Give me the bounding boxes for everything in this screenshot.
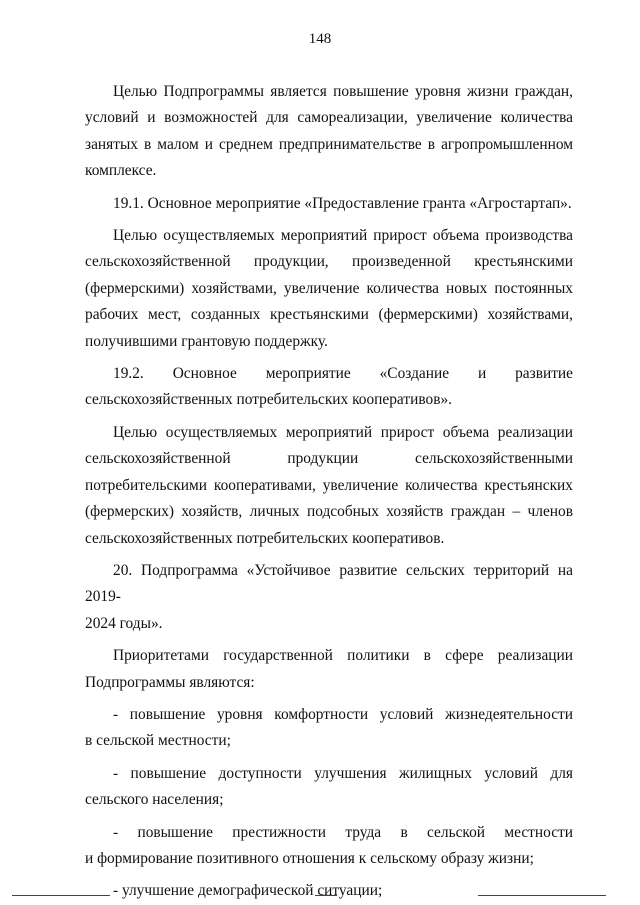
text-line: получившими грантовую поддержку. (85, 332, 328, 350)
text-line: 19.2. Основное мероприятие «Создание и развитие (113, 365, 573, 383)
list-item (85, 761, 573, 814)
text-line: сельского населения; (85, 791, 224, 809)
text-line: рабочих мест, созданных крестьянскими (фермерскими) хозяйствами, (85, 306, 573, 324)
text-line: в сельской местности; (85, 732, 231, 750)
text-line: потребительскими кооперативами, увеличение количества крестьянских (85, 476, 573, 494)
text-line: 19.1. Основное мероприятие «Предоставление гранта «Агростартап». (113, 194, 572, 212)
paragraph (85, 191, 573, 217)
text-line: (фермерских) хозяйств, личных подсобных хозяйств граждан – членов (85, 503, 573, 521)
paragraph (85, 420, 573, 552)
paragraph (85, 361, 573, 414)
text-line: Приоритетами государственной политики в сфере реализации (113, 647, 573, 665)
text-line: - улучшение демографической ситуации; (113, 882, 383, 900)
text-line: (фермерскими) хозяйствами, увеличение количества новых постоянных (85, 279, 573, 297)
list-item (85, 878, 573, 904)
text-line: - повышение доступности улучшения жилищных условий для (113, 764, 573, 782)
text-line: сельскохозяйственной продукции, произведенной крестьянскими (85, 253, 573, 271)
text-line: Целью Подпрограммы является повышение уровня жизни граждан, (113, 83, 573, 100)
text-line: 2024 годы». (85, 614, 163, 632)
text-line: занятых в малом и среднем предпринимательстве в агропромышленном (85, 135, 573, 153)
text-line: Целью осуществляемых мероприятий прирост объема производства (113, 227, 573, 245)
footer-rule (315, 895, 337, 896)
text-line: условий и возможностей для самореализации, увеличение количества (85, 109, 573, 127)
text-line: Целью осуществляемых мероприятий прирост объема реализации (113, 423, 573, 441)
paragraph (85, 79, 573, 185)
text-line: сельскохозяйственной продукции сельскохозяйственными (85, 450, 573, 468)
footer-rule (478, 895, 606, 896)
list-item (85, 702, 573, 755)
text-line: комплексе. (85, 162, 157, 180)
paragraph (85, 643, 573, 696)
document-body (85, 79, 573, 905)
page-number: 148 (308, 31, 332, 47)
text-line: 20. Подпрограмма «Устойчивое развитие сельских территорий на 2019- (85, 561, 573, 606)
footer-rule (12, 895, 110, 896)
paragraph (85, 558, 573, 637)
text-line: сельскохозяйственных потребительских кооперативов. (85, 529, 445, 547)
text-line: - повышение уровня комфортности условий жизнедеятельности (113, 705, 573, 723)
paragraph (85, 223, 573, 355)
text-line: Подпрограммы являются: (85, 673, 255, 691)
text-line: и формирование позитивного отношения к сельскому образу жизни; (85, 849, 534, 867)
list-item (85, 820, 573, 873)
text-line: сельскохозяйственных потребительских кооперативов». (85, 391, 452, 409)
text-line: - повышение престижности труда в сельской местности (113, 823, 573, 841)
